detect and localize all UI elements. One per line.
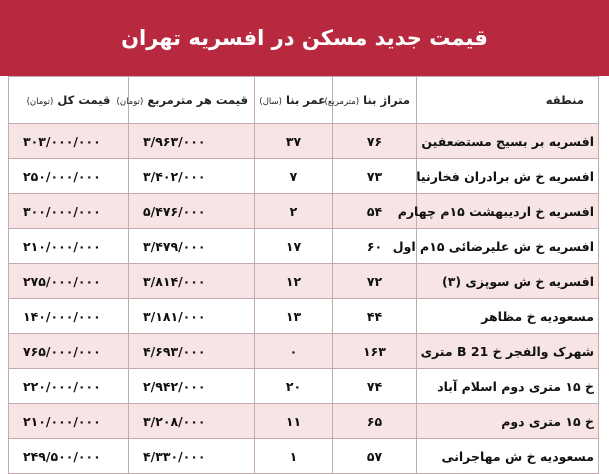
table-row (9, 159, 599, 194)
cell-price-per-meter: ۲/۹۴۲/۰۰۰ (129, 369, 255, 404)
header-price-per-meter: قیمت هر مترمربع (تومان) (129, 77, 255, 124)
header-area: متراژ بنا (مترمربع) (333, 77, 417, 124)
table-row (9, 264, 599, 299)
cell-region: شهرک والفجر خ B 21 متری (417, 334, 599, 369)
cell-total-price: ۲۵۰/۰۰۰/۰۰۰ (9, 159, 129, 194)
cell-total-price: ۲۱۰/۰۰۰/۰۰۰ (9, 404, 129, 439)
cell-area: ۷۲ (333, 264, 417, 299)
cell-region: افسریه بر بسیج مستضعفین (417, 124, 599, 159)
cell-total-price: ۲۱۰/۰۰۰/۰۰۰ (9, 229, 129, 264)
cell-age: ۱۳ (255, 299, 333, 334)
cell-price-per-meter: ۳/۴۰۲/۰۰۰ (129, 159, 255, 194)
cell-price-per-meter: ۳/۴۷۹/۰۰۰ (129, 229, 255, 264)
cell-total-price: ۳۰۰/۰۰۰/۰۰۰ (9, 194, 129, 229)
price-table (8, 76, 599, 474)
cell-region: خ ۱۵ متری دوم اسلام آباد (417, 369, 599, 404)
cell-area: ۱۶۳ (333, 334, 417, 369)
cell-price-per-meter: ۳/۸۱۴/۰۰۰ (129, 264, 255, 299)
cell-price-per-meter: ۴/۶۹۳/۰۰۰ (129, 334, 255, 369)
cell-region: افسریه خ ش برادران فخارنیا (417, 159, 599, 194)
header-total-unit: (تومان) (26, 97, 54, 107)
cell-area: ۶۵ (333, 404, 417, 439)
header-ppm-unit: (تومان) (116, 97, 144, 107)
header-area-unit: (مترمربع) (324, 97, 360, 107)
cell-price-per-meter: ۴/۳۳۰/۰۰۰ (129, 439, 255, 474)
table-row (9, 229, 599, 264)
cell-region: افسریه خ ش سوپزی (۳) (417, 264, 599, 299)
cell-age: ۰ (255, 334, 333, 369)
cell-total-price: ۱۴۰/۰۰۰/۰۰۰ (9, 299, 129, 334)
cell-area: ۵۴ (333, 194, 417, 229)
cell-region: مسعودیه خ ش مهاجرانی (417, 439, 599, 474)
table-row (9, 369, 599, 404)
header-age: عمر بنا (سال) (255, 77, 333, 124)
cell-area: ۷۳ (333, 159, 417, 194)
cell-price-per-meter: ۳/۲۰۸/۰۰۰ (129, 404, 255, 439)
cell-age: ۱۱ (255, 404, 333, 439)
table-row (9, 439, 599, 474)
cell-age: ۲۰ (255, 369, 333, 404)
cell-age: ۱۷ (255, 229, 333, 264)
cell-age: ۲ (255, 194, 333, 229)
cell-price-per-meter: ۳/۹۶۳/۰۰۰ (129, 124, 255, 159)
table-row (9, 299, 599, 334)
table-row (9, 334, 599, 369)
cell-area: ۵۷ (333, 439, 417, 474)
table-row (9, 124, 599, 159)
cell-total-price: ۳۰۳/۰۰۰/۰۰۰ (9, 124, 129, 159)
cell-area: ۷۴ (333, 369, 417, 404)
cell-area: ۷۶ (333, 124, 417, 159)
cell-region: افسریه خ ش علیرضائی ۱۵م اول (417, 229, 599, 264)
page-title: قیمت جدید مسکن در افسریه تهران (0, 0, 609, 76)
cell-total-price: ۲۲۰/۰۰۰/۰۰۰ (9, 369, 129, 404)
cell-area: ۴۴ (333, 299, 417, 334)
cell-region: افسریه خ اردیبهشت ۱۵م چهارم (417, 194, 599, 229)
cell-age: ۱ (255, 439, 333, 474)
cell-total-price: ۲۴۹/۵۰۰/۰۰۰ (9, 439, 129, 474)
header-total-price: قیمت کل (تومان) (9, 77, 129, 124)
cell-total-price: ۷۶۵/۰۰۰/۰۰۰ (9, 334, 129, 369)
cell-region: مسعودیه خ مظاهر (417, 299, 599, 334)
cell-total-price: ۲۷۵/۰۰۰/۰۰۰ (9, 264, 129, 299)
cell-price-per-meter: ۵/۴۷۶/۰۰۰ (129, 194, 255, 229)
cell-age: ۳۷ (255, 124, 333, 159)
cell-age: ۷ (255, 159, 333, 194)
header-region: منطقه (417, 77, 599, 124)
cell-age: ۱۲ (255, 264, 333, 299)
table-row (9, 194, 599, 229)
table-row (9, 404, 599, 439)
header-age-unit: (سال) (259, 97, 282, 107)
cell-area: ۶۰ (333, 229, 417, 264)
table-header-row (9, 77, 599, 124)
cell-price-per-meter: ۳/۱۸۱/۰۰۰ (129, 299, 255, 334)
cell-region: خ ۱۵ متری دوم (417, 404, 599, 439)
